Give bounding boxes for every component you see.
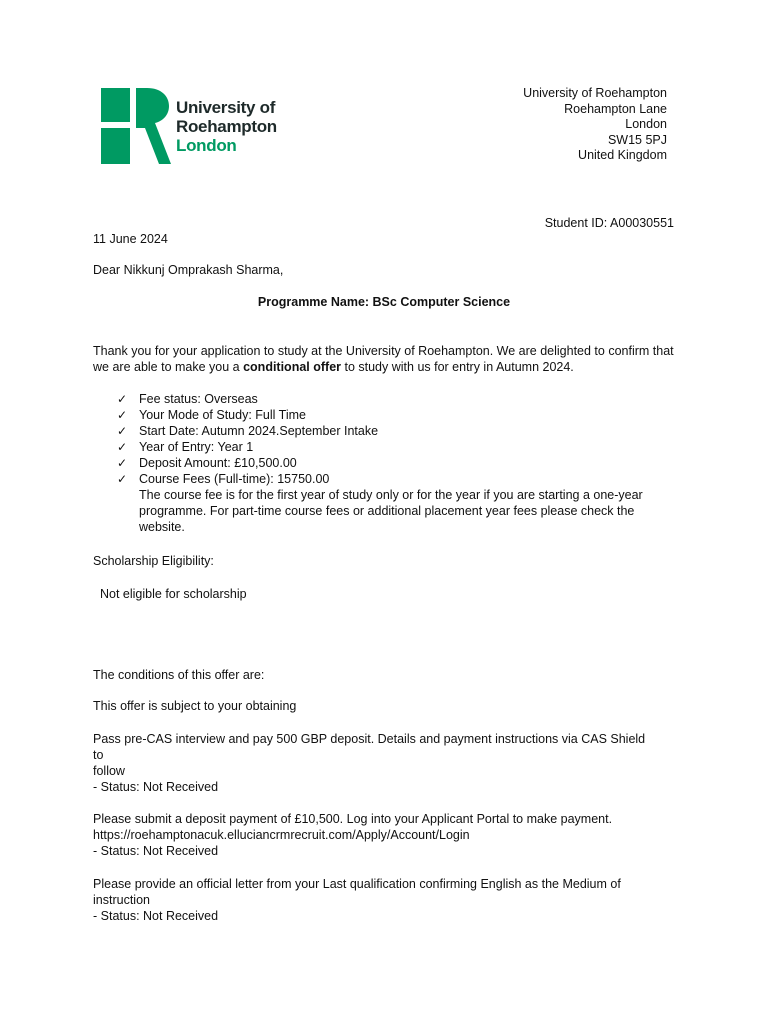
list-item-text: Fee status: Overseas bbox=[139, 392, 258, 406]
course-fee-note: The course fee is for the first year of study only or for the year if you are starting a one-year programme. For part-time course fees or additional placement year fees please check the website. bbox=[139, 488, 643, 534]
conditions-title: The conditions of this offer are: bbox=[93, 668, 265, 682]
list-item-text: Your Mode of Study: Full Time bbox=[139, 408, 306, 422]
condition-text: Pass pre-CAS interview and pay 500 GBP deposit. Details and payment instructions via CAS Shield bbox=[93, 732, 646, 746]
student-id: Student ID: A00030551 bbox=[544, 216, 674, 230]
logo-wordmark bbox=[176, 98, 277, 155]
address-line: London bbox=[625, 117, 667, 131]
university-address bbox=[523, 86, 667, 164]
logo-line-1: University of bbox=[176, 98, 276, 117]
offer-details-list bbox=[117, 391, 677, 487]
list-item bbox=[117, 407, 677, 423]
list-item bbox=[117, 391, 677, 407]
address-line: University of Roehampton bbox=[523, 86, 667, 100]
roehampton-r-mark-icon bbox=[101, 88, 171, 164]
check-icon: ✓ bbox=[117, 424, 128, 438]
list-item bbox=[117, 423, 677, 439]
intro-paragraph bbox=[93, 343, 683, 375]
address-line: SW15 5PJ bbox=[607, 132, 667, 147]
applicant-portal-link[interactable]: https://roehamptonacuk.elluciancrmrecruit.com/Apply/Account/Login bbox=[93, 828, 470, 842]
condition-item bbox=[93, 731, 673, 795]
condition-text: follow bbox=[93, 764, 125, 778]
address-line: Roehampton Lane bbox=[564, 101, 667, 116]
list-item-text: Course Fees (Full-time): 15750.00 bbox=[139, 472, 330, 486]
condition-text: Please provide an official letter from your Last qualification confirming English as the Medium of bbox=[93, 877, 621, 891]
list-item-text: Deposit Amount: £10,500.00 bbox=[139, 456, 297, 470]
check-icon: ✓ bbox=[117, 472, 128, 486]
condition-status: - Status: Not Received bbox=[93, 909, 219, 923]
university-logo bbox=[101, 88, 281, 166]
scholarship-value: Not eligible for scholarship bbox=[100, 587, 247, 601]
check-icon: ✓ bbox=[117, 440, 128, 454]
programme-name: Programme Name: BSc Computer Science bbox=[257, 295, 511, 309]
check-icon: ✓ bbox=[117, 456, 128, 470]
check-icon: ✓ bbox=[117, 392, 128, 406]
logo-line-2: Roehampton bbox=[176, 117, 277, 136]
intro-text: Thank you for your application to study at the University of Roehampton. We are delighted to confirm that we are able to make you a bbox=[93, 344, 674, 374]
logo-line-3: London bbox=[176, 136, 237, 155]
condition-status: - Status: Not Received bbox=[93, 844, 219, 858]
list-item-text: Year of Entry: Year 1 bbox=[139, 440, 254, 454]
scholarship-label: Scholarship Eligibility: bbox=[93, 554, 214, 568]
check-icon: ✓ bbox=[117, 408, 128, 422]
list-item-text: Start Date: Autumn 2024.September Intake bbox=[139, 424, 379, 438]
list-item bbox=[117, 439, 677, 455]
greeting: Dear Nikkunj Omprakash Sharma, bbox=[93, 263, 284, 277]
condition-item bbox=[93, 811, 673, 859]
condition-item bbox=[93, 876, 673, 924]
address-line: United Kingdom bbox=[578, 148, 667, 162]
intro-text-end: to study with us for entry in Autumn 2024. bbox=[341, 360, 574, 374]
condition-text: instruction bbox=[93, 893, 150, 907]
list-item bbox=[117, 471, 677, 487]
conditional-offer-emphasis: conditional offer bbox=[243, 360, 342, 374]
letter-date: 11 June 2024 bbox=[93, 232, 168, 246]
condition-text: Please submit a deposit payment of £10,500. Log into your Applicant Portal to make payment. bbox=[93, 812, 613, 826]
condition-text: to bbox=[93, 748, 104, 762]
conditions-intro: This offer is subject to your obtaining bbox=[93, 699, 297, 713]
list-item bbox=[117, 455, 677, 471]
condition-status: - Status: Not Received bbox=[93, 780, 219, 794]
